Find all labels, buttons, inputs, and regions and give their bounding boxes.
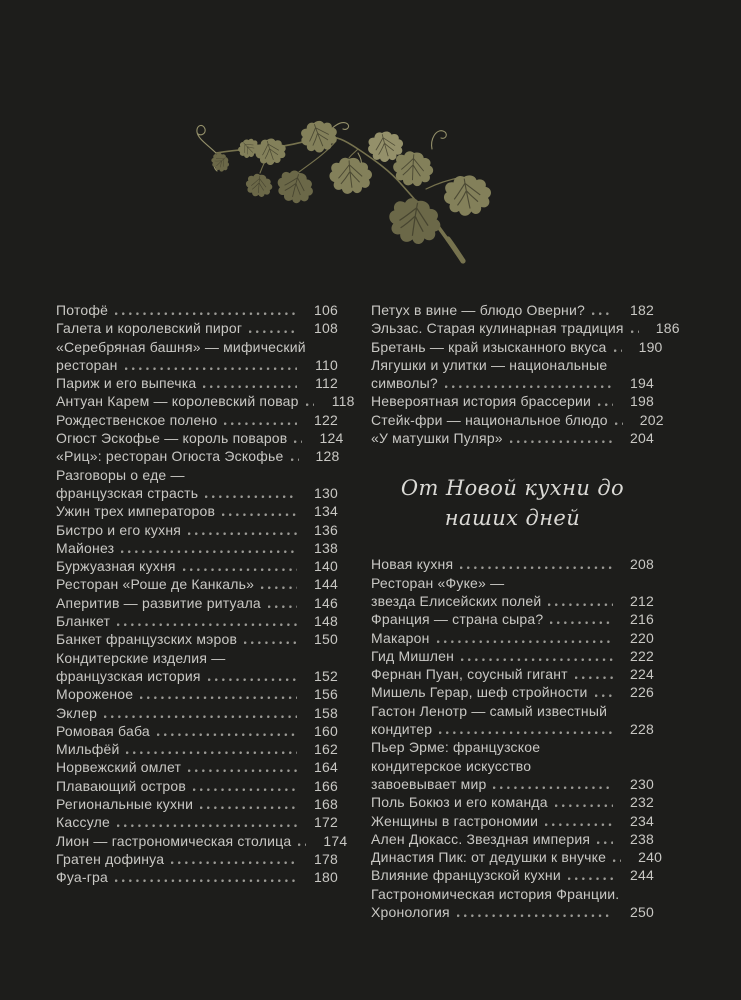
toc-entry [56,301,338,319]
toc-leader-dots [261,586,297,589]
toc-entry-line [371,866,654,884]
toc-page-number: 222 [630,647,654,664]
toc-entry-title: Норвежский омлет [56,759,182,776]
toc-entry-title: кондитер [371,721,433,738]
grapevine-illustration [186,93,546,278]
toc-page-number: 164 [314,759,338,776]
toc-leader-dots [614,349,622,352]
toc-page-number: 250 [630,904,654,921]
toc-entry-line [371,411,664,429]
toc-page-number: 224 [630,666,654,683]
toc-entry [56,392,355,410]
toc-entry [56,612,338,630]
toc-entry-title: Гид Мишлен [371,647,455,664]
toc-entry-line [56,813,338,831]
toc-page-number: 168 [314,796,338,813]
toc-page-number: 178 [314,850,338,867]
toc-entry [371,848,663,866]
toc-leader-dots [631,330,639,333]
toc-page-number: 122 [314,411,338,428]
toc-entry-title: Поль Бокюз и его команда [371,794,548,811]
toc-entry-title: Мороженое [56,686,134,703]
toc-entry-title: Ресторан «Роше де Канкаль» [56,576,255,593]
toc-leader-dots [550,621,613,624]
toc-entry [56,338,338,375]
toc-entry-title: «Риц»: ресторан Огюста Эскофье [56,448,284,465]
toc-page-number: 160 [314,722,338,739]
toc-entry-line [56,301,338,319]
toc-leader-dots [510,440,613,443]
toc-entry [56,722,338,740]
toc-entry-title: Банкет французских мэров [56,631,238,648]
toc-page-number: 216 [630,611,654,628]
toc-entry-title: Фуа-гра [56,869,109,886]
toc-leader-dots [306,403,314,406]
table-of-contents [56,301,680,921]
toc-entry-line [371,885,654,903]
toc-entry-line [371,592,654,610]
toc-entry-line [56,777,338,795]
toc-entry-line [371,903,654,921]
toc-entry [371,301,654,319]
toc-page-number: 220 [630,629,654,646]
toc-page-number: 190 [638,338,663,355]
toc-entry-title: Новая кухня [371,556,454,573]
toc-page-number: 150 [314,631,338,648]
toc-entry-title: «У матушки Пуляр» [371,430,503,447]
toc-leader-dots [171,861,297,864]
toc-entry [371,629,654,647]
toc-page-number: 234 [630,812,654,829]
toc-leader-dots [439,731,613,734]
toc-entry [56,704,338,722]
toc-page-number: 140 [314,558,338,575]
toc-leader-dots [445,385,613,388]
toc-entry-title: Петух в вине — блюдо Оверни? [371,302,586,318]
toc-page-number: 162 [314,741,338,758]
toc-entry-line [56,594,338,612]
toc-entry-title: французская история [56,667,201,684]
toc-leader-dots [555,804,613,807]
toc-entry-title: Ресторан «Фуке» — [371,574,505,591]
toc-page-number: 148 [314,613,338,630]
toc-entry-line [371,757,654,775]
toc-page-number: 138 [314,539,338,556]
toc-leader-dots [117,623,297,626]
toc-leader-dots [183,568,297,571]
toc-entry [371,665,654,683]
toc-entry-title: Антуан Карем — королевский повар [56,393,299,410]
toc-entry-line [371,812,654,830]
toc-entry-title: «Серебряная башня» — мифический [56,338,306,355]
toc-entry [56,813,338,831]
toc-entry-title: Невероятная история брассерии [371,393,592,410]
toc-entry-title: Плавающий остров [56,777,187,794]
toc-page-number: 172 [314,814,338,831]
toc-entry [56,758,338,776]
toc-entry [56,649,338,686]
toc-entry-line [56,319,338,337]
toc-entry-line [56,868,338,886]
toc-entry-title: кондитерское искусство [371,757,532,774]
toc-leader-dots [291,458,299,461]
toc-entry-line [371,429,654,447]
toc-entry-line [371,830,654,848]
toc-leader-dots [205,495,297,498]
toc-page-number: 130 [314,484,338,501]
toc-entry-line [371,338,663,356]
toc-entry [56,502,338,520]
toc-entry-line [371,319,680,337]
toc-entry-title: Ужин трех императоров [56,503,216,520]
toc-entry-title: Кассуле [56,814,110,831]
toc-entry [371,392,654,410]
toc-entry [371,338,663,356]
toc-entry-line [56,704,338,722]
toc-entry-line [371,793,654,811]
toc-entry [56,429,344,447]
toc-leader-dots [575,676,613,679]
toc-entry-line [56,521,338,539]
toc-entry [56,466,338,503]
toc-entry-line [56,667,338,685]
toc-entry-line [56,832,348,850]
toc-leader-dots [298,843,306,846]
toc-leader-dots [224,422,297,425]
toc-leader-dots [125,367,297,370]
toc-leader-dots [208,678,297,681]
toc-entry-line [371,848,663,866]
toc-page-number: 180 [314,869,338,886]
toc-leader-dots [548,603,613,606]
toc-leader-dots [249,330,297,333]
toc-leader-dots [140,696,297,699]
toc-leader-dots [437,640,613,643]
toc-entry-title: Огюст Эскофье — король поваров [56,430,288,447]
toc-entry-line [56,649,338,667]
toc-leader-dots [193,788,297,791]
toc-entry [371,885,654,922]
toc-entry [56,777,338,795]
toc-page-number: 106 [314,302,338,318]
toc-leader-dots [615,422,623,425]
toc-entry-line [56,758,338,776]
toc-entry-line [56,850,338,868]
toc-page-number: 208 [630,556,654,573]
toc-entry [371,429,654,447]
toc-entry-title: Ромовая баба [56,722,150,739]
toc-entry-line [56,722,338,740]
toc-page-number: 228 [630,721,654,738]
toc-leader-dots [493,786,613,789]
toc-entry-title: Рождественское полено [56,411,218,428]
toc-leader-dots [457,914,613,917]
toc-entry [56,594,338,612]
toc-entry [56,868,338,886]
toc-leader-dots [104,715,297,718]
toc-page-number: 244 [630,867,654,884]
toc-entry-line [56,740,338,758]
toc-entry-line [56,356,338,374]
toc-entry [371,683,654,701]
toc-entry [371,793,654,811]
toc-entry [56,319,338,337]
toc-entry-line [56,374,338,392]
toc-entry-title: Династия Пик: от дедушки к внучке [371,849,607,866]
toc-leader-dots [545,823,613,826]
toc-entry-line [371,301,654,319]
toc-entry-title: Региональные кухни [56,796,194,813]
toc-entry [371,411,664,429]
toc-entry-line [371,374,654,392]
toc-entry-title: Галета и королевский пирог [56,320,243,337]
toc-entry-line [371,775,654,793]
toc-entry-title: Лион — гастрономическая столица [56,832,292,849]
toc-entry-line [56,630,338,648]
toc-entry-title: Стейк-фри — национальное блюдо [371,411,608,428]
toc-page-number: 166 [314,777,338,794]
toc-page-number: 182 [630,302,654,318]
toc-page-number: 110 [315,356,338,373]
toc-page-number: 144 [314,576,338,593]
toc-entry-title: Фернан Пуан, соусный гигант [371,666,568,683]
toc-entry-line [371,647,654,665]
toc-entry [371,830,654,848]
toc-page-number: 112 [315,375,338,392]
toc-entry [56,557,338,575]
toc-entry [56,374,338,392]
toc-leader-dots [595,694,613,697]
toc-entry-title: звезда Елисейских полей [371,592,542,609]
toc-entry [56,685,338,703]
toc-page-number: 108 [314,320,338,337]
toc-entry-line [56,429,344,447]
toc-entry [371,647,654,665]
toc-entry-title: французская страсть [56,484,199,501]
toc-entry-title: Франция — страна сыра? [371,611,544,628]
toc-entry-title: Бистро и его кухня [56,521,182,538]
toc-entry-title: Буржуазная кухня [56,558,176,575]
toc-leader-dots [115,879,297,882]
toc-entry-title: Эльзас. Старая кулинарная традиция [371,320,624,337]
toc-entry [56,740,338,758]
toc-entry-title: Влияние французской кухни [371,867,561,884]
toc-entry [56,447,338,465]
toc-entry-title: Лягушки и улитки — национальные [371,356,608,373]
toc-entry-title: Женщины в гастрономии [371,812,539,829]
toc-entry [56,411,338,429]
toc-page-number: 240 [638,849,663,866]
toc-entry [56,539,338,557]
toc-entry [56,630,338,648]
toc-page-number: 226 [630,684,654,701]
toc-leader-dots [244,641,297,644]
toc-entry-line [56,411,338,429]
toc-entry [56,795,338,813]
toc-entry [371,738,654,793]
toc-page-number: 198 [630,393,654,410]
toc-entry-line [371,683,654,701]
toc-entry-line [56,466,338,484]
toc-entry [371,812,654,830]
toc-entry-line [56,447,338,465]
toc-leader-dots [613,859,621,862]
toc-leader-dots [117,824,297,827]
toc-entry-line [56,338,338,356]
toc-page-number: 174 [323,832,348,849]
toc-entry-title: Аперитив — развитие ритуала [56,594,261,611]
toc-leader-dots [568,877,613,880]
toc-entry-title: Гратен дофинуа [56,850,165,867]
toc-leader-dots [115,312,297,315]
toc-left-column [56,301,355,921]
toc-entry-line [56,612,338,630]
toc-entry [371,319,680,337]
toc-entry-title: Майонез [56,539,115,556]
toc-entry-title: Макарон [371,629,430,646]
toc-page-number: 158 [314,704,338,721]
toc-entry-title: Париж и его выпечка [56,375,197,392]
toc-entry-title: завоевывает мир [371,775,487,792]
toc-entry [371,866,654,884]
toc-entry-title: Бланкет [56,613,111,630]
toc-page-number: 136 [314,521,338,538]
toc-entry [56,521,338,539]
toc-entry-line [371,720,654,738]
toc-page-number: 212 [630,592,654,609]
toc-right-column [371,301,680,921]
toc-leader-dots [121,550,297,553]
toc-leader-dots [268,605,297,608]
toc-leader-dots [294,440,302,443]
toc-page-number: 204 [630,430,654,447]
toc-entry-line [371,629,654,647]
toc-page-number: 232 [630,794,654,811]
toc-entry-title: Гастрономическая история Франции. [371,885,620,902]
toc-entry-title: Хронология [371,904,450,921]
toc-entry-line [56,502,338,520]
toc-page-number: 202 [639,411,664,428]
toc-leader-dots [188,769,297,772]
toc-entry-line [56,557,338,575]
toc-entry-line [56,575,338,593]
toc-entry-line [371,392,654,410]
toc-leader-dots [597,841,613,844]
toc-entry-title: Гастон Ленотр — самый известный [371,702,608,719]
toc-leader-dots [460,566,613,569]
toc-entry [371,555,654,573]
toc-entry-title: Разговоры о еде — [56,466,185,483]
toc-entry-title: Кондитерские изделия — [56,649,226,666]
toc-page-number: 230 [630,775,654,792]
toc-entry-line [56,484,338,502]
toc-entry-title: Эклер [56,704,98,721]
toc-entry [56,832,348,850]
toc-entry-line [371,356,654,374]
toc-entry-title: Бретань — край изысканного вкуса [371,338,607,355]
toc-entry-line [56,539,338,557]
toc-entry [56,850,338,868]
toc-entry-line [371,738,654,756]
toc-page-number: 146 [314,594,338,611]
toc-page-number: 238 [630,830,654,847]
toc-entry [371,574,654,611]
toc-entry-line [56,795,338,813]
toc-section-heading: От Новой кухни до наших дней [400,476,625,531]
toc-leader-dots [203,385,297,388]
toc-entry-title: Мильфёй [56,741,120,758]
toc-entry-line [371,702,654,720]
toc-leader-dots [157,733,297,736]
toc-page-number: 156 [314,686,338,703]
toc-entry [371,702,654,739]
toc-leader-dots [592,312,613,315]
toc-leader-dots [598,403,613,406]
toc-entry-line [371,574,654,592]
toc-entry [371,356,654,393]
toc-entry-line [371,555,654,573]
toc-entry-title: Мишель Герар, шеф стройности [371,684,588,701]
toc-leader-dots [126,751,297,754]
toc-entry-line [371,610,654,628]
toc-page-number: 128 [315,448,340,465]
toc-leader-dots [222,513,297,516]
toc-leader-dots [200,806,297,809]
toc-entry-line [56,685,338,703]
toc-entry-title: Пьер Эрме: французское [371,739,541,756]
toc-entry [56,575,338,593]
toc-entry-title: ресторан [56,356,118,373]
toc-entry-title: Ален Дюкасс. Звездная империя [371,830,591,847]
toc-entry-title: символы? [371,375,438,392]
toc-entry-line [371,665,654,683]
toc-page-number: 134 [314,503,338,520]
toc-leader-dots [188,532,297,535]
toc-page-number: 152 [314,667,338,684]
toc-page-number: 124 [319,430,344,447]
toc-page-number: 118 [331,393,355,410]
toc-page-number: 186 [655,320,680,337]
toc-leader-dots [461,658,613,661]
toc-entry-title: Потофё [56,302,109,318]
toc-entry [371,610,654,628]
toc-entry-line [56,392,355,410]
toc-page-number: 194 [630,375,654,392]
